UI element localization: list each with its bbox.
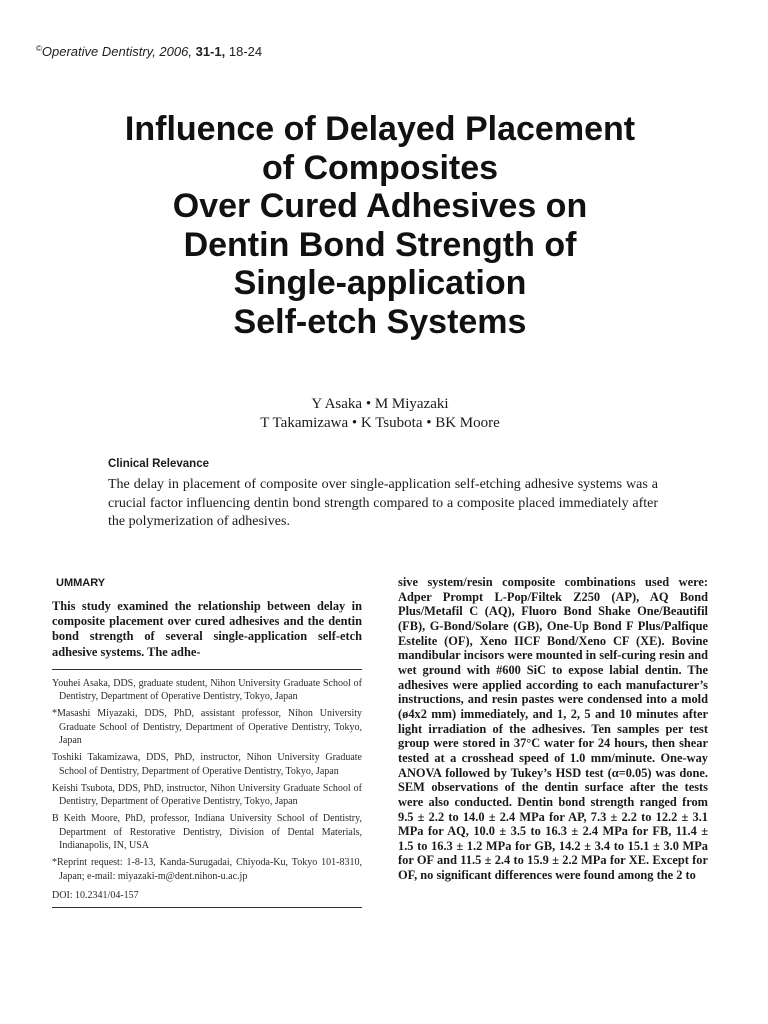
copyright-symbol: © <box>36 44 42 53</box>
summary-text: This study examined the relationship between delay in composite placement over cured adhesives and the dentin bond strength of several single-application self-etch adhesive systems. The adhe- <box>52 599 362 659</box>
doi: DOI: 10.2341/04-157 <box>52 889 139 901</box>
reprint-request: *Reprint request: 1-8-13, Kanda-Surugadai, Chiyoda-Ku, Tokyo 101-8310, Japan; e-mail: miyazaki-m@dent.nihon-u.ac.jp <box>52 857 362 882</box>
divider <box>52 669 362 670</box>
journal-citation <box>36 44 262 59</box>
journal-name: Operative Dentistry, 2006, <box>41 44 192 59</box>
clinical-relevance-text: The delay in placement of composite over single-application self-etching adhesive systems was a crucial factor influencing dentin bond strength compared to a composite placed immediately after the polymerization of adhesives. <box>108 477 658 529</box>
author-line: Y Asaka • M Miyazaki <box>311 396 449 412</box>
journal-pages: 18-24 <box>228 44 263 59</box>
affiliation: Keishi Tsubota, DDS, PhD, instructor, Nihon University Graduate School of Dentistry, Department of Operative Dentistry, Tokyo, Japan <box>52 782 362 808</box>
title-line: Single-application <box>233 264 527 302</box>
affiliation: Toshiki Takamizawa, DDS, PhD, instructor, Nihon University Graduate School of Dentistry, Department of Operative Dentistry, Tokyo, Japan <box>52 752 362 777</box>
abstract-continuation: sive system/resin composite combinations used were: Adper Prompt L-Pop/Filtek Z250 (AP), AQ Bond Plus/Metafil C (AQ), Fluoro Bond Shake One/Beautifil (FB), G-Bond/Solare (GB), One-Up Bond F Plus/Palfique Estelite (OF), Xeno IICF Bond/Xeno CF (XE). Bovine mandibular incisors were mounted in self-curing resin and wet ground with #600 SiC to expose labial dentin. The adhesives were applied according to each manufacturer’s instructions, and resin pastes were condensed into a mold (ø4x2 mm) immediately, and 1, 2, 5 and 10 minutes after light irradiation of the adhesives. Ten samples per test group were stored in 37°C water for 24 hours, then shear tested at a crosshead speed of 1.0 mm/minute. One-way ANOVA followed by Tukey’s HSD test (α=0.05) was done. SEM observations of the dentin surface after the tests were also conducted. Dentin bond strength ranged from 9.5 ± 2.2 to 14.0 ± 2.4 MPa for AP, 7.3 ± 2.2 to 12.2 ± 3.1 MPa for AQ, 10.0 ± 3.5 to 16.3 ± 2.4 MPa for FB, 11.4 ± 1.5 to 16.3 ± 1.2 MPa for GB, 14.2 ± 3.4 to 15.1 ± 3.0 MPa for OF and 11.5 ± 2.4 to 15.9 ± 2.2 MPa for XE. Except for OF, no significant differences were found among the 2 to <box>398 575 708 883</box>
summary-heading: UMMARY <box>56 577 106 589</box>
title-line: Over Cured Adhesives on <box>172 187 588 225</box>
affiliation: *Masashi Miyazaki, DDS, PhD, assistant professor, Nihon University Graduate School of Dentistry, Department of Operative Dentistry, Tokyo, Japan <box>52 708 362 746</box>
affiliation: B Keith Moore, PhD, professor, Indiana University School of Dentistry, Department of Restorative Dentistry, Division of Dental Materials, Indianapolis, IN, USA <box>52 813 362 852</box>
divider <box>52 907 362 908</box>
clinical-relevance-heading: Clinical Relevance <box>108 458 209 470</box>
left-column <box>52 575 362 908</box>
right-column <box>398 575 708 883</box>
author-list <box>40 395 720 433</box>
title-line: of Composites <box>261 148 499 187</box>
author-line: T Takamizawa • K Tsubota • BK Moore <box>260 415 500 431</box>
journal-volume: 31-1, <box>195 44 226 59</box>
paper-title <box>40 110 720 341</box>
title-line: Influence of Delayed Placement <box>124 110 636 148</box>
title-line: Self-etch Systems <box>233 302 527 341</box>
affiliation: Youhei Asaka, DDS, graduate student, Nihon University Graduate School of Dentistry, Department of Operative Dentistry, Tokyo, Japan <box>52 677 362 703</box>
title-line: Dentin Bond Strength of <box>183 225 577 264</box>
